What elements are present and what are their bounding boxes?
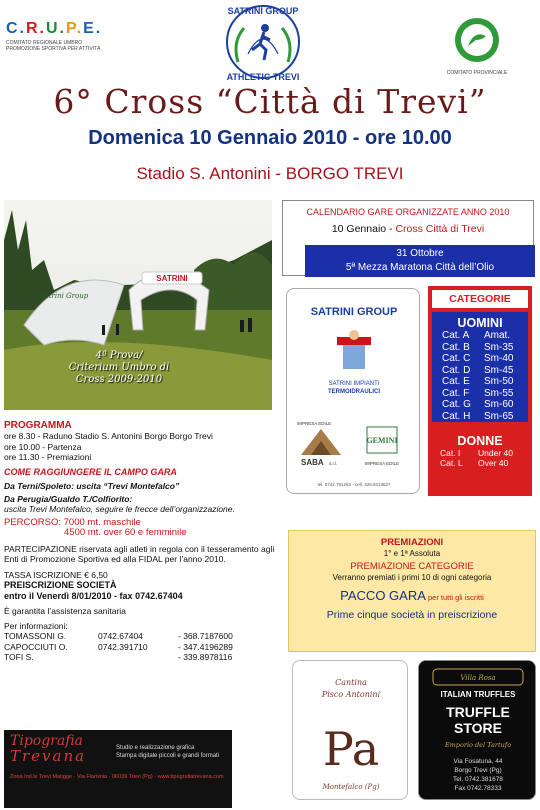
svg-text:IMPRESA EDILE: IMPRESA EDILE <box>364 461 400 466</box>
crupe-logo <box>6 20 116 52</box>
category-row: Cat. C Sm-40 <box>442 353 514 364</box>
svg-text:Tel. 0742.381678: Tel. 0742.381678 <box>453 776 503 783</box>
race-pack: PACCO GARA per tutti gli iscritti <box>340 588 484 603</box>
truffle-store-ad <box>418 660 536 800</box>
svg-text:COMITATO PROVINCIALE: COMITATO PROVINCIALE <box>446 70 508 76</box>
satrini-athletic-logo <box>218 2 308 84</box>
svg-text:Satrini Group: Satrini Group <box>39 292 89 300</box>
categories-women: DONNE Cat. I Under 40 Cat. L Over 40 <box>432 428 528 484</box>
program-item: ore 10.00 - Partenza <box>4 441 82 452</box>
category-row: Cat. D Sm-45 <box>442 364 514 376</box>
awards-box <box>288 530 536 652</box>
categories-title: CATEGORIE <box>432 290 528 308</box>
svg-text:Villa Rosa: Villa Rosa <box>460 674 496 682</box>
sponsor-box <box>286 288 420 494</box>
svg-text:TERMOIDRAULICI: TERMOIDRAULICI <box>328 389 380 395</box>
awards-title: PREMIAZIONI <box>380 537 444 548</box>
awards-categories-title: PREMIAZIONE CATEGORIE <box>350 561 474 572</box>
categories-men: UOMINI Cat. A Amat. Cat. B Sm-35 Cat. C Sm-40 Cat. D Sm-45 Cat. E Sm-50 Cat. F Sm-55 Cat. G Sm-60 Cat. H Sm-65 <box>432 312 528 422</box>
sponsor-saba: SABA <box>301 458 324 467</box>
info-title: Per informazioni: <box>4 620 68 631</box>
participation: PARTECIPAZIONE riservata agli atleti in regola con il tesseramento agli Enti di Promozione Sportiva ed alla FIDAL per l’anno 2010. <box>4 543 275 564</box>
svg-text:Montefalco (Pg): Montefalco (Pg) <box>322 783 380 791</box>
crupe-subtitle: COMITATO REGIONALE UMBRO PROMOZIONE SPORTIVA PER ATTIVITÀ <box>6 40 101 52</box>
directions-terni: Da Terni/Spoleto: uscita “Trevi Montefalco” <box>4 480 180 491</box>
category-row: Cat. E Sm-50 <box>442 376 514 387</box>
program-item: ore 11.30 - Premiazioni <box>4 452 92 462</box>
svg-text:ATHLETIC TREVI: ATHLETIC TREVI <box>226 72 300 82</box>
calendar-box <box>282 200 534 276</box>
tipografia-address: Zona Ind.le Trevi Matigge · Via Flaminia · 06039 Trevi (Pg) · www.tipografiatrevana.com <box>10 774 224 780</box>
category-row: Cat. F Sm-55 <box>442 387 514 399</box>
calendar-title: CALENDARIO GARE ORGANIZZATE ANNO 2010 <box>306 207 510 217</box>
tipografia-description: Studio e realizzazione grafica Stampa digitale piccoli e grandi formati <box>116 745 220 759</box>
calendar-row-2: 31 Ottobre 5ª Mezza Maratona Città dell’Olio <box>305 245 535 277</box>
info-contact: TOFI S. - 339.8978116 <box>4 652 233 662</box>
svg-text:IMPRESA EDILE: IMPRESA EDILE <box>297 421 332 426</box>
medical-assistance: È garantita l’assistenza sanitaria <box>4 606 126 616</box>
directions-perugia-detail: uscita Trevi Montefalco, seguire le frecce dell’organizzazione. <box>4 503 235 514</box>
category-row: Cat. G Sm-60 <box>442 399 514 410</box>
svg-text:TRUFFLE: TRUFFLE <box>446 704 510 720</box>
info-contact: CAPOCCIUTI O. 0742.391710 - 347.4196289 <box>4 641 233 652</box>
category-row: Cat. I Under 40 <box>440 448 513 458</box>
crupe-title: C.R.U.P.E. <box>6 20 103 37</box>
event-title: 6° Cross “Città di Trevi” <box>53 82 487 121</box>
course-male: PERCORSO: 7000 mt. maschile <box>4 516 141 528</box>
tipografia-ad <box>4 730 232 808</box>
calendar-row-1: 10 Gennaio - Cross Città di Trevi <box>331 223 485 235</box>
event-date: Domenica 10 Gennaio 2010 - ore 10.00 <box>88 127 452 149</box>
svg-text:Pisco Antonini: Pisco Antonini <box>321 690 381 699</box>
svg-text:SATRINI IMPIANTI: SATRINI IMPIANTI <box>328 381 380 387</box>
preregistration-deadline: entro il Venerdì 8/01/2010 - fax 0742.67404 <box>4 590 183 601</box>
svg-text:Fax 0742.78333: Fax 0742.78333 <box>454 785 502 792</box>
directions-title: COME RAGGIUNGERE IL CAMPO GARA <box>4 466 177 477</box>
svg-text:STORE: STORE <box>454 720 502 736</box>
cantina-monogram: Pa <box>322 722 380 776</box>
awards-absolute: 1° e 1ª Assoluta <box>383 549 441 558</box>
awards-societies: Prime cinque società in preiscrizione <box>326 609 498 621</box>
info-contact: TOMASSONI G. 0742.67404 - 368.7187600 <box>4 631 233 641</box>
tipografia-logo: Tipografia Trevana <box>10 733 87 765</box>
program-title: PROGRAMMA <box>4 420 72 431</box>
committee-logo <box>442 12 512 77</box>
category-row: Cat. H Sm-65 <box>442 410 514 422</box>
svg-text:tel. 0742.781253 - cell. 328: tel. 0742.781253 - cell. 328.9313627 <box>317 482 391 487</box>
svg-text:Borgo Trevi (Pg): Borgo Trevi (Pg) <box>454 767 502 774</box>
entry-fee: TASSA ISCRIZIONE € 6,50 <box>4 569 108 580</box>
sponsor-satrini: SATRINI GROUP <box>310 306 398 318</box>
program-item: ore 8.30 - Raduno Stadio S. Antonini Borgo Borgo Trevi <box>4 431 213 441</box>
photo-caption: 4ª Prova/ Criterium Umbro di Cross 2009-2010 <box>68 350 170 385</box>
category-row: Cat. L Over 40 <box>440 458 509 468</box>
event-venue: Stadio S. Antonini - BORGO TREVI <box>136 164 404 183</box>
svg-text:Cantina: Cantina <box>335 678 367 687</box>
svg-text:Via Fosatuna, 44: Via Fosatuna, 44 <box>453 758 503 765</box>
svg-text:s.r.l.: s.r.l. <box>329 461 338 466</box>
categories-box <box>428 286 532 496</box>
svg-text:ITALIAN TRUFFLES: ITALIAN TRUFFLES <box>440 690 516 699</box>
svg-text:SATRINI GROUP: SATRINI GROUP <box>227 6 299 16</box>
svg-text:SATRINI: SATRINI <box>156 274 188 283</box>
program-section <box>4 420 286 663</box>
cantina-ad <box>292 660 408 800</box>
directions-perugia: Da Perugia/Gualdo T./Colfiorito: <box>4 493 133 504</box>
preregistration: PREISCRIZIONE SOCIETÀ <box>4 580 117 590</box>
category-row: Cat. B Sm-35 <box>442 341 514 353</box>
sponsor-gemini: GEMINI <box>366 436 398 445</box>
awards-categories-detail: Verranno premiati i primi 10 di ogni categoria <box>332 573 492 582</box>
svg-text:Emporio del Tartufo: Emporio del Tartufo <box>444 741 512 749</box>
course-female: 4500 mt. over 60 e femminile <box>64 527 187 538</box>
category-row: Cat. A Amat. <box>442 330 511 341</box>
